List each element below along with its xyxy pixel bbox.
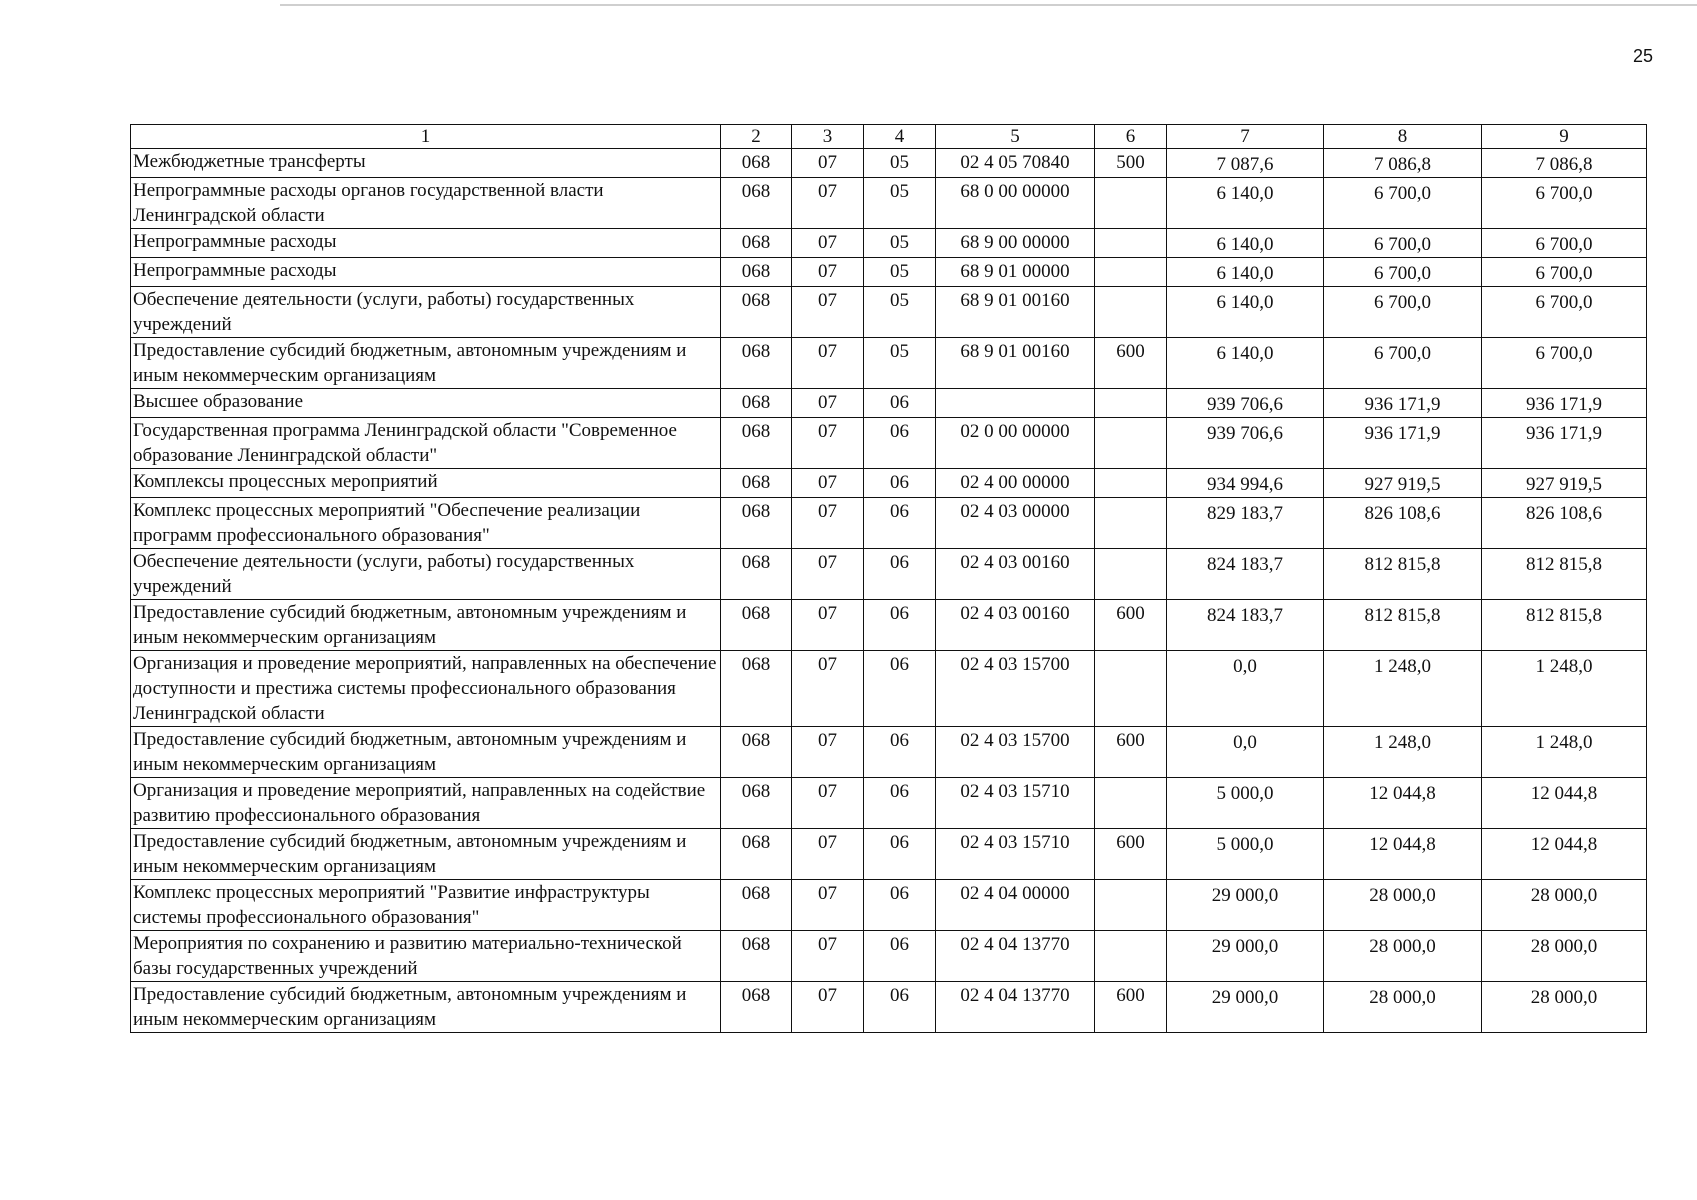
section-code-cell: 07 [792, 600, 864, 651]
table-row [131, 389, 1647, 418]
subsection-code-cell: 06 [864, 880, 936, 931]
expenditure-name-cell: Предоставление субсидий бюджетным, автономным учреждениям и иным некоммерческим организациям [131, 982, 721, 1033]
expense-type-cell: 600 [1095, 338, 1167, 389]
expenditure-name-cell: Обеспечение деятельности (услуги, работы) государственных учреждений [131, 549, 721, 600]
section-code-cell: 07 [792, 389, 864, 418]
table-row [131, 149, 1647, 178]
column-header: 6 [1095, 125, 1167, 149]
amount-col9-cell: 28 000,0 [1482, 880, 1647, 931]
table-row [131, 338, 1647, 389]
section-code-cell: 07 [792, 727, 864, 778]
table-body [131, 149, 1647, 1033]
amount-col9-cell: 936 171,9 [1482, 389, 1647, 418]
expenditure-name-cell: Государственная программа Ленинградской области "Современное образование Ленинградской области" [131, 418, 721, 469]
amount-col8-cell: 6 700,0 [1324, 287, 1482, 338]
expenditure-name-cell: Организация и проведение мероприятий, направленных на обеспечение доступности и престижа системы профессионального образования Ленинградской области [131, 651, 721, 727]
ministry-code-cell: 068 [721, 778, 792, 829]
amount-col7-cell: 6 140,0 [1167, 338, 1324, 389]
expense-type-cell: 600 [1095, 829, 1167, 880]
amount-col8-cell: 12 044,8 [1324, 829, 1482, 880]
table-row [131, 469, 1647, 498]
amount-col7-cell: 6 140,0 [1167, 229, 1324, 258]
section-code-cell: 07 [792, 149, 864, 178]
subsection-code-cell: 05 [864, 338, 936, 389]
amount-col7-cell: 939 706,6 [1167, 418, 1324, 469]
expenditure-name-cell: Предоставление субсидий бюджетным, автономным учреждениям и иным некоммерческим организациям [131, 727, 721, 778]
section-code-cell: 07 [792, 498, 864, 549]
amount-col9-cell: 6 700,0 [1482, 178, 1647, 229]
amount-col8-cell: 812 815,8 [1324, 600, 1482, 651]
expense-type-cell: 500 [1095, 149, 1167, 178]
amount-col8-cell: 28 000,0 [1324, 982, 1482, 1033]
ministry-code-cell: 068 [721, 178, 792, 229]
amount-col7-cell: 934 994,6 [1167, 469, 1324, 498]
subsection-code-cell: 06 [864, 982, 936, 1033]
amount-col7-cell: 29 000,0 [1167, 880, 1324, 931]
column-header: 4 [864, 125, 936, 149]
expense-type-cell [1095, 229, 1167, 258]
ministry-code-cell: 068 [721, 498, 792, 549]
amount-col9-cell: 927 919,5 [1482, 469, 1647, 498]
table-row [131, 229, 1647, 258]
amount-col7-cell: 6 140,0 [1167, 258, 1324, 287]
target-article-cell: 68 0 00 00000 [936, 178, 1095, 229]
subsection-code-cell: 06 [864, 931, 936, 982]
amount-col9-cell: 812 815,8 [1482, 600, 1647, 651]
section-code-cell: 07 [792, 651, 864, 727]
section-code-cell: 07 [792, 549, 864, 600]
amount-col8-cell: 6 700,0 [1324, 258, 1482, 287]
target-article-cell: 68 9 01 00160 [936, 287, 1095, 338]
expense-type-cell [1095, 931, 1167, 982]
table-row [131, 829, 1647, 880]
subsection-code-cell: 05 [864, 178, 936, 229]
ministry-code-cell: 068 [721, 727, 792, 778]
ministry-code-cell: 068 [721, 338, 792, 389]
expense-type-cell [1095, 651, 1167, 727]
target-article-cell: 02 4 03 00160 [936, 600, 1095, 651]
expenditure-name-cell: Комплекс процессных мероприятий "Обеспечение реализации программ профессионального образования" [131, 498, 721, 549]
subsection-code-cell: 06 [864, 600, 936, 651]
subsection-code-cell: 06 [864, 829, 936, 880]
table-row [131, 418, 1647, 469]
subsection-code-cell: 06 [864, 418, 936, 469]
target-article-cell: 02 4 00 00000 [936, 469, 1095, 498]
ministry-code-cell: 068 [721, 287, 792, 338]
expense-type-cell [1095, 418, 1167, 469]
amount-col7-cell: 29 000,0 [1167, 982, 1324, 1033]
amount-col7-cell: 829 183,7 [1167, 498, 1324, 549]
table-row [131, 727, 1647, 778]
column-header: 8 [1324, 125, 1482, 149]
amount-col9-cell: 28 000,0 [1482, 982, 1647, 1033]
target-article-cell: 02 4 03 15700 [936, 727, 1095, 778]
ministry-code-cell: 068 [721, 880, 792, 931]
expense-type-cell [1095, 258, 1167, 287]
expenditure-name-cell: Предоставление субсидий бюджетным, автономным учреждениям и иным некоммерческим организациям [131, 600, 721, 651]
amount-col9-cell: 6 700,0 [1482, 229, 1647, 258]
amount-col7-cell: 7 087,6 [1167, 149, 1324, 178]
expenditure-name-cell: Межбюджетные трансферты [131, 149, 721, 178]
subsection-code-cell: 06 [864, 778, 936, 829]
expenditure-name-cell: Непрограммные расходы [131, 258, 721, 287]
subsection-code-cell: 06 [864, 727, 936, 778]
amount-col7-cell: 29 000,0 [1167, 931, 1324, 982]
table-header-row [131, 125, 1647, 149]
ministry-code-cell: 068 [721, 982, 792, 1033]
section-code-cell: 07 [792, 469, 864, 498]
subsection-code-cell: 05 [864, 149, 936, 178]
target-article-cell: 68 9 01 00160 [936, 338, 1095, 389]
ministry-code-cell: 068 [721, 258, 792, 287]
ministry-code-cell: 068 [721, 389, 792, 418]
target-article-cell: 02 4 03 15700 [936, 651, 1095, 727]
subsection-code-cell: 06 [864, 651, 936, 727]
amount-col8-cell: 936 171,9 [1324, 418, 1482, 469]
expense-type-cell [1095, 389, 1167, 418]
ministry-code-cell: 068 [721, 600, 792, 651]
amount-col7-cell: 824 183,7 [1167, 549, 1324, 600]
subsection-code-cell: 06 [864, 549, 936, 600]
amount-col7-cell: 939 706,6 [1167, 389, 1324, 418]
table-row [131, 178, 1647, 229]
amount-col7-cell: 5 000,0 [1167, 778, 1324, 829]
amount-col8-cell: 826 108,6 [1324, 498, 1482, 549]
section-code-cell: 07 [792, 258, 864, 287]
amount-col8-cell: 28 000,0 [1324, 931, 1482, 982]
expense-type-cell: 600 [1095, 727, 1167, 778]
target-article-cell: 02 4 03 00160 [936, 549, 1095, 600]
expenditure-name-cell: Предоставление субсидий бюджетным, автономным учреждениям и иным некоммерческим организациям [131, 829, 721, 880]
amount-col8-cell: 927 919,5 [1324, 469, 1482, 498]
amount-col8-cell: 7 086,8 [1324, 149, 1482, 178]
target-article-cell: 68 9 01 00000 [936, 258, 1095, 287]
section-code-cell: 07 [792, 287, 864, 338]
target-article-cell: 02 4 03 15710 [936, 778, 1095, 829]
subsection-code-cell: 06 [864, 389, 936, 418]
amount-col7-cell: 5 000,0 [1167, 829, 1324, 880]
target-article-cell [936, 389, 1095, 418]
table-row [131, 258, 1647, 287]
table-row [131, 287, 1647, 338]
amount-col8-cell: 6 700,0 [1324, 338, 1482, 389]
expense-type-cell [1095, 178, 1167, 229]
expenditure-name-cell: Непрограммные расходы органов государственной власти Ленинградской области [131, 178, 721, 229]
section-code-cell: 07 [792, 338, 864, 389]
target-article-cell: 02 4 04 00000 [936, 880, 1095, 931]
page-number: 25 [1632, 46, 1653, 66]
amount-col7-cell: 0,0 [1167, 727, 1324, 778]
ministry-code-cell: 068 [721, 829, 792, 880]
ministry-code-cell: 068 [721, 931, 792, 982]
subsection-code-cell: 06 [864, 469, 936, 498]
expense-type-cell [1095, 778, 1167, 829]
amount-col9-cell: 6 700,0 [1482, 287, 1647, 338]
subsection-code-cell: 06 [864, 498, 936, 549]
amount-col9-cell: 1 248,0 [1482, 651, 1647, 727]
section-code-cell: 07 [792, 418, 864, 469]
expenditure-name-cell: Высшее образование [131, 389, 721, 418]
expense-type-cell [1095, 498, 1167, 549]
ministry-code-cell: 068 [721, 549, 792, 600]
target-article-cell: 02 4 04 13770 [936, 931, 1095, 982]
amount-col9-cell: 6 700,0 [1482, 258, 1647, 287]
target-article-cell: 02 4 05 70840 [936, 149, 1095, 178]
table-row [131, 982, 1647, 1033]
section-code-cell: 07 [792, 178, 864, 229]
expenditure-name-cell: Предоставление субсидий бюджетным, автономным учреждениям и иным некоммерческим организациям [131, 338, 721, 389]
amount-col9-cell: 6 700,0 [1482, 338, 1647, 389]
section-code-cell: 07 [792, 229, 864, 258]
section-code-cell: 07 [792, 778, 864, 829]
section-code-cell: 07 [792, 982, 864, 1033]
expense-type-cell [1095, 549, 1167, 600]
amount-col7-cell: 6 140,0 [1167, 287, 1324, 338]
amount-col8-cell: 12 044,8 [1324, 778, 1482, 829]
target-article-cell: 02 4 03 15710 [936, 829, 1095, 880]
table-row [131, 549, 1647, 600]
section-code-cell: 07 [792, 931, 864, 982]
subsection-code-cell: 05 [864, 258, 936, 287]
amount-col9-cell: 12 044,8 [1482, 829, 1647, 880]
ministry-code-cell: 068 [721, 418, 792, 469]
amount-col9-cell: 7 086,8 [1482, 149, 1647, 178]
amount-col7-cell: 0,0 [1167, 651, 1324, 727]
column-header: 9 [1482, 125, 1647, 149]
subsection-code-cell: 05 [864, 287, 936, 338]
expenditure-name-cell: Мероприятия по сохранению и развитию материально-технической базы государственных учреждений [131, 931, 721, 982]
table-row [131, 600, 1647, 651]
expenditure-name-cell: Обеспечение деятельности (услуги, работы) государственных учреждений [131, 287, 721, 338]
amount-col8-cell: 1 248,0 [1324, 651, 1482, 727]
expenditure-name-cell: Организация и проведение мероприятий, направленных на содействие развитию профессионального образования [131, 778, 721, 829]
table-row [131, 880, 1647, 931]
expenditure-name-cell: Непрограммные расходы [131, 229, 721, 258]
table-row [131, 498, 1647, 549]
table-row [131, 778, 1647, 829]
target-article-cell: 68 9 00 00000 [936, 229, 1095, 258]
expense-type-cell [1095, 880, 1167, 931]
amount-col9-cell: 936 171,9 [1482, 418, 1647, 469]
column-header: 7 [1167, 125, 1324, 149]
expense-type-cell [1095, 469, 1167, 498]
expenditure-name-cell: Комплексы процессных мероприятий [131, 469, 721, 498]
amount-col9-cell: 812 815,8 [1482, 549, 1647, 600]
amount-col9-cell: 28 000,0 [1482, 931, 1647, 982]
budget-table [130, 124, 1647, 1033]
target-article-cell: 02 4 04 13770 [936, 982, 1095, 1033]
amount-col8-cell: 6 700,0 [1324, 229, 1482, 258]
section-code-cell: 07 [792, 829, 864, 880]
column-header: 5 [936, 125, 1095, 149]
ministry-code-cell: 068 [721, 651, 792, 727]
amount-col9-cell: 12 044,8 [1482, 778, 1647, 829]
expense-type-cell: 600 [1095, 600, 1167, 651]
amount-col8-cell: 812 815,8 [1324, 549, 1482, 600]
expense-type-cell: 600 [1095, 982, 1167, 1033]
column-header: 1 [131, 125, 721, 149]
amount-col9-cell: 826 108,6 [1482, 498, 1647, 549]
amount-col8-cell: 1 248,0 [1324, 727, 1482, 778]
page-top-rule [280, 4, 1697, 6]
ministry-code-cell: 068 [721, 229, 792, 258]
amount-col8-cell: 6 700,0 [1324, 178, 1482, 229]
table-row [131, 931, 1647, 982]
amount-col9-cell: 1 248,0 [1482, 727, 1647, 778]
table-row [131, 651, 1647, 727]
target-article-cell: 02 0 00 00000 [936, 418, 1095, 469]
target-article-cell: 02 4 03 00000 [936, 498, 1095, 549]
subsection-code-cell: 05 [864, 229, 936, 258]
amount-col8-cell: 936 171,9 [1324, 389, 1482, 418]
column-header: 2 [721, 125, 792, 149]
amount-col7-cell: 824 183,7 [1167, 600, 1324, 651]
expenditure-name-cell: Комплекс процессных мероприятий "Развитие инфраструктуры системы профессионального образования" [131, 880, 721, 931]
section-code-cell: 07 [792, 880, 864, 931]
ministry-code-cell: 068 [721, 149, 792, 178]
amount-col8-cell: 28 000,0 [1324, 880, 1482, 931]
column-header: 3 [792, 125, 864, 149]
amount-col7-cell: 6 140,0 [1167, 178, 1324, 229]
expense-type-cell [1095, 287, 1167, 338]
ministry-code-cell: 068 [721, 469, 792, 498]
